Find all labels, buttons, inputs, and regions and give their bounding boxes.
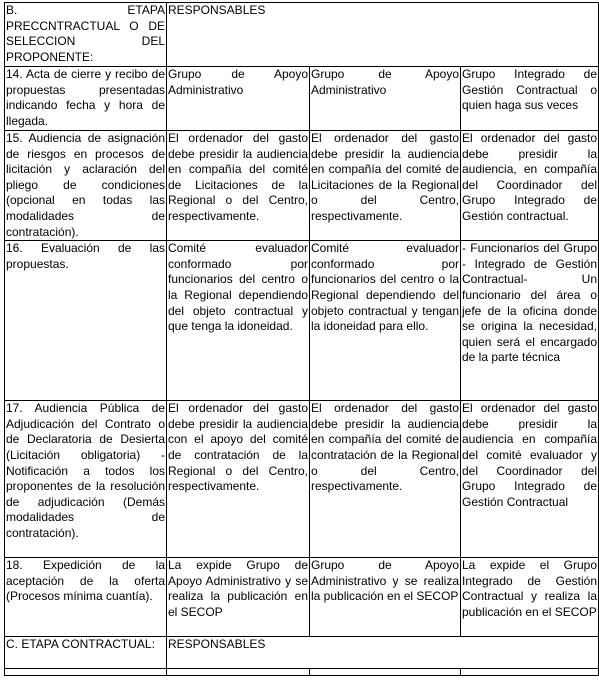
responsible-cell-1: El ordenador del gasto debe presidir la audiencia con el apoyo del comité de contratación de la Regional o del Centro, respectivamente. [167,401,310,558]
table-row [5,241,599,401]
responsible-cell-3: - Funcionarios del Grupo - Integrado de Gestión Contractual- Un funcionario del área o jefe de la oficina donde se origina la necesidad, quien será el encargado de la parte técnica [461,241,599,401]
responsible-cell-1: El ordenador del gasto debe presidir la audiencia en compañía del comité de Licitaciones de la Regional o del Centro, respectivamente. [167,131,310,241]
stage-c-title: C. ETAPA CONTRACTUAL: [5,637,167,669]
stage-c-header-row [5,637,599,669]
responsible-cell-2: El ordenador del gasto debe presidir la audiencia en compañía del comité de Licitaciones de la Regional o del Centro, respectivamente. [310,131,461,241]
activity-cell: 14. Acta de cierre y recibo de propuestas presentadas indicando fecha y hora de llegada. [5,67,167,131]
table-row [5,401,599,558]
responsible-cell-3: La expide el Grupo Integrado de Gestión Contractual y realiza la publicación en el SECOP [461,558,599,637]
responsible-cell-2: Grupo de Apoyo Administrativo y se realiza la publicación en el SECOP [310,558,461,637]
responsible-cell-1: Comité evaluador conformado por funcionarios del centro o la Regional dependiendo del objeto contractual y que tenga la idoneidad. [167,241,310,401]
clipped-cell [5,669,167,676]
responsible-cell-3: Grupo Integrado de Gestión Contractual o quien haga sus veces [461,67,599,131]
stage-c-responsables-heading: RESPONSABLES [167,637,599,669]
clipped-cell [310,669,461,676]
responsible-cell-2: Comité evaluador conformado por funcionarios del centro o la Regional dependiendo del objeto contractual y tengan la idoneidad para ello. [310,241,461,401]
responsible-cell-3: El ordenador del gasto debe presidir la audiencia en compañía del comité evaluador y del Coordinador del Grupo Integrado de Gestión Contractual [461,401,599,558]
responsible-cell-2: Grupo de Apoyo Administrativo [310,67,461,131]
table-row [5,558,599,637]
clipped-cell [461,669,599,676]
activity-cell: 17. Audiencia Pública de Adjudicación del Contrato o de Declaratoria de Desierta (Licitación obligatoria) - Notificación a todos los proponentes de la resolución de adjudicación (Demás modalidades de contratación). [5,401,167,558]
responsible-cell-3: El ordenador del gasto debe presidir la audiencia, en compañía del Coordinador del Grupo Integrado de Gestión contractual. [461,131,599,241]
responsible-cell-2: El ordenador del gasto debe presidir la audiencia en compañía del comité de contratación de la Regional o del Centro, respectivamente. [310,401,461,558]
stage-b-title: B. ETAPA PRECCNTRACTUAL O DE SELECCION DEL PROPONENTE: [5,3,167,67]
activity-cell: 16. Evaluación de las propuestas. [5,241,167,401]
stage-b-header-row [5,3,599,67]
stage-b-responsables-heading: RESPONSABLES [167,3,599,67]
activity-cell: 18. Expedición de la aceptación de la oferta (Procesos mínima cuantía). [5,558,167,637]
responsible-cell-1: La expide Grupo de Apoyo Administrativo y se realiza la publicación en el SECOP [167,558,310,637]
clipped-cell [167,669,310,676]
table-row [5,131,599,241]
table-row [5,67,599,131]
next-row-clipped [5,669,599,676]
responsibilities-table [4,2,599,676]
responsible-cell-1: Grupo de Apoyo Administrativo [167,67,310,131]
activity-cell: 15. Audiencia de asignación de riesgos en procesos de licitación y aclaración del pliego de condiciones (opcional en todas las modalidades de contratación). [5,131,167,241]
